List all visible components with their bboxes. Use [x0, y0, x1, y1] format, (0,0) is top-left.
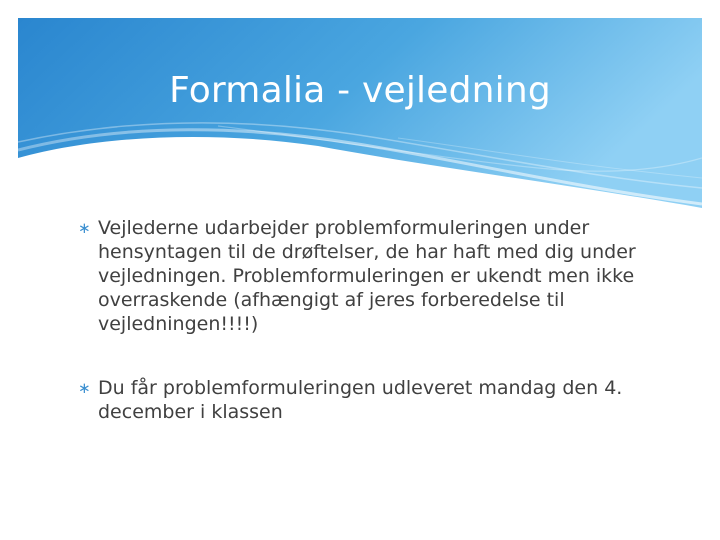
asterisk-bullet-icon: ∗ — [78, 379, 91, 397]
slide-title: Formalia - vejledning — [169, 70, 551, 111]
title-banner — [18, 18, 702, 208]
bullet-item — [78, 376, 668, 424]
bullet-list — [78, 216, 668, 464]
bullet-text: Vejlederne udarbejder problemformuleringen under hensyntagen til de drøftelser, de har haft med dig under vejledningen. Problemformuleringen er ukendt men ikke overraskende (afhængigt af jeres forberedelse til vejledningen!!!!) — [98, 217, 636, 335]
asterisk-bullet-icon: ∗ — [78, 219, 91, 237]
banner-background — [18, 18, 702, 208]
bullet-text: Du får problemformuleringen udleveret mandag den 4. december i klassen — [98, 377, 623, 423]
bullet-item — [78, 216, 668, 336]
